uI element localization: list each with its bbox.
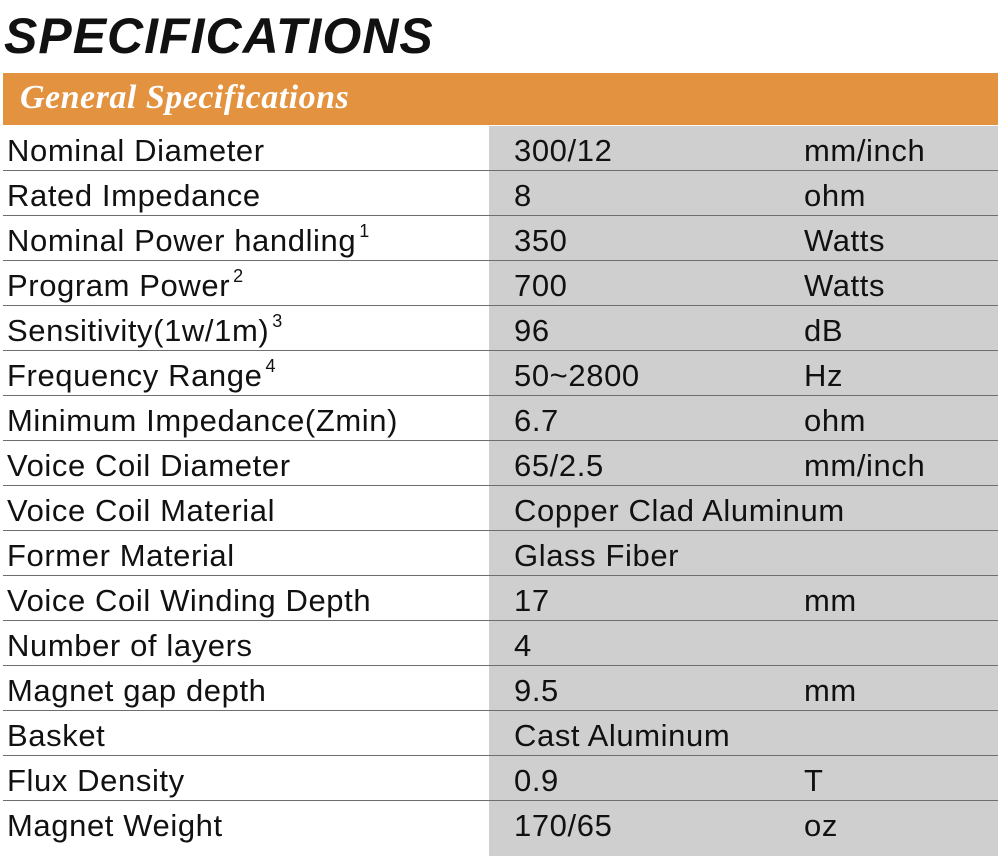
spec-label: Former Material — [7, 538, 235, 573]
spec-value: 6.7 — [514, 403, 559, 438]
spec-row — [3, 306, 998, 351]
section-header — [3, 73, 998, 125]
spec-label: Nominal Diameter — [7, 133, 265, 168]
spec-label: Magnet gap depth — [7, 673, 267, 708]
footnote-marker: 3 — [272, 311, 283, 331]
spec-value: 350 — [514, 223, 568, 258]
spec-value: Cast Aluminum — [514, 718, 731, 753]
spec-label: Magnet Weight — [7, 808, 223, 843]
spec-label: Number of layers — [7, 628, 253, 663]
spec-value: Glass Fiber — [514, 538, 680, 573]
spec-row — [3, 351, 998, 396]
spec-row — [3, 441, 998, 486]
spec-row — [3, 261, 998, 306]
spec-value: Copper Clad Aluminum — [514, 493, 845, 528]
footnote-marker: 4 — [265, 356, 277, 376]
spec-row — [3, 396, 998, 441]
spec-value: 9.5 — [514, 673, 559, 708]
page-title: SPECIFICATIONS — [4, 8, 434, 64]
spec-unit: Hz — [804, 358, 844, 393]
spec-value: 8 — [514, 178, 532, 213]
spec-unit: mm/inch — [804, 133, 926, 168]
spec-row — [3, 216, 998, 261]
spec-unit: ohm — [804, 403, 867, 438]
spec-row — [3, 486, 998, 531]
spec-value: 96 — [514, 313, 550, 348]
spec-label: Sensitivity(1w/1m) $^3$ — [7, 311, 283, 348]
spec-row — [3, 126, 998, 171]
spec-unit: mm — [804, 673, 857, 708]
spec-row — [3, 801, 998, 846]
spec-label: Voice Coil Material — [7, 493, 276, 528]
spec-value: 4 — [514, 628, 532, 663]
spec-value: 65/2.5 — [514, 448, 604, 483]
spec-value: 50~2800 — [514, 358, 640, 393]
spec-label: Rated Impedance — [7, 178, 261, 213]
spec-table — [3, 126, 998, 856]
spec-unit: ohm — [804, 178, 867, 213]
spec-value: 170/65 — [514, 808, 613, 843]
spec-value: 300/12 — [514, 133, 613, 168]
section-title: General Specifications — [20, 79, 350, 116]
spec-unit: mm — [804, 583, 857, 618]
footnote-marker: 2 — [233, 266, 244, 286]
spec-unit: oz — [804, 808, 838, 843]
spec-unit: T — [804, 763, 824, 798]
spec-label: Frequency Range $^4$ — [7, 356, 277, 393]
spec-value: 0.9 — [514, 763, 559, 798]
spec-row — [3, 621, 998, 666]
spec-label: Voice Coil Winding Depth — [7, 583, 372, 618]
spec-row — [3, 756, 998, 801]
spec-row — [3, 576, 998, 621]
footnote-marker: 1 — [359, 221, 370, 241]
spec-value: 700 — [514, 268, 568, 303]
spec-row — [3, 171, 998, 216]
spec-row — [3, 531, 998, 576]
spec-label: Voice Coil Diameter — [7, 448, 291, 483]
spec-value: 17 — [514, 583, 550, 618]
spec-label: Flux Density — [7, 763, 185, 798]
spec-unit: Watts — [804, 268, 886, 303]
spec-unit: mm/inch — [804, 448, 926, 483]
spec-unit: dB — [804, 313, 844, 348]
spec-label: Minimum Impedance(Zmin) — [7, 403, 399, 438]
spec-label: Nominal Power handling $^1$ — [7, 221, 370, 258]
spec-row — [3, 666, 998, 711]
spec-label: Program Power $^2$ — [7, 266, 244, 303]
spec-row — [3, 711, 998, 756]
spec-label: Basket — [7, 718, 106, 753]
spec-unit: Watts — [804, 223, 886, 258]
